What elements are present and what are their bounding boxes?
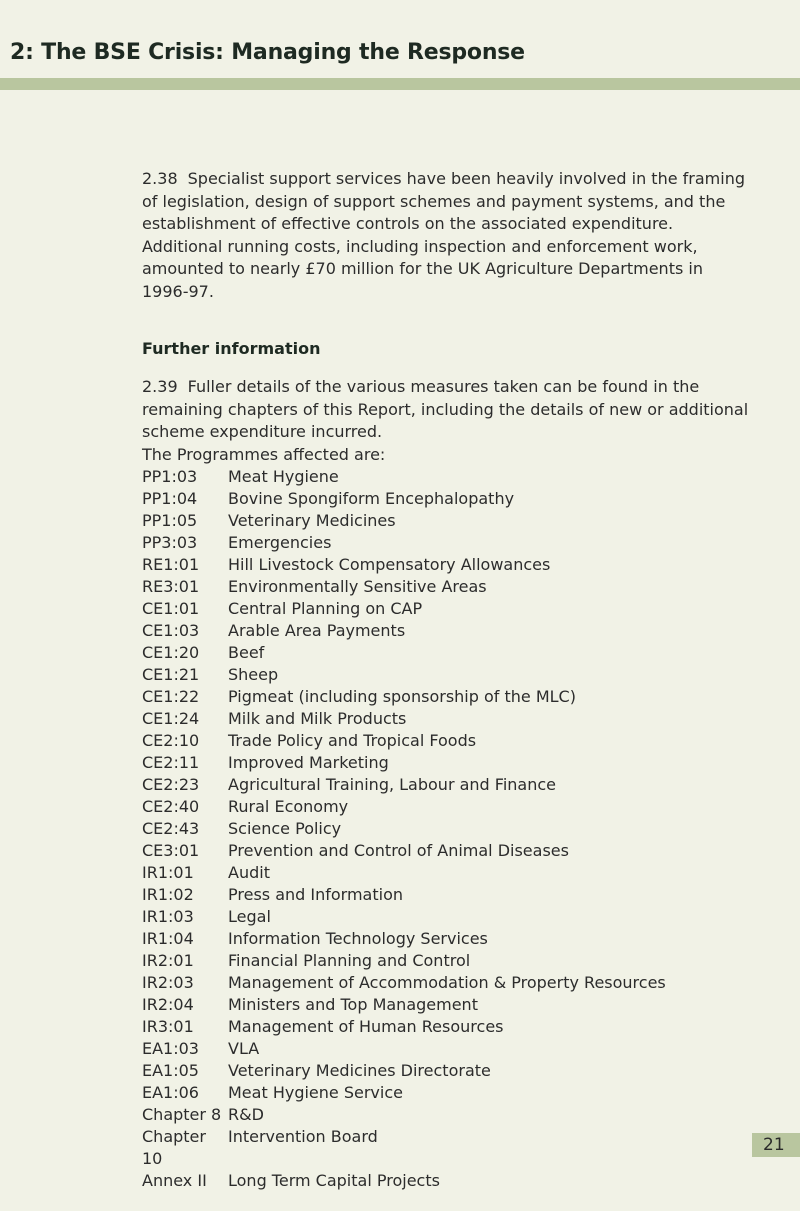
programme-name: Hill Livestock Compensatory Allowances [228,555,551,574]
programme-code: PP3:03 [142,533,198,552]
programme-code: CE1:22 [142,687,200,706]
header-rule [0,78,800,90]
programme-code: CE1:03 [142,621,200,640]
programme-row [142,466,752,488]
programme-name: Beef [228,643,265,662]
programme-row [142,488,752,510]
programme-name: Meat Hygiene Service [228,1083,403,1102]
programme-row [142,972,752,994]
programme-code: PP1:04 [142,489,198,508]
programme-row [142,730,752,752]
programme-name: Financial Planning and Control [228,951,471,970]
programme-row [142,840,752,862]
programme-name: Information Technology Services [228,929,488,948]
programme-code: CE1:20 [142,643,200,662]
programme-code: EA1:05 [142,1061,199,1080]
programme-name: Bovine Spongiform Encephalopathy [228,489,515,508]
programme-row [142,1016,752,1038]
programme-name: Agricultural Training, Labour and Finance [228,775,557,794]
programme-row [142,994,752,1016]
programme-row [142,774,752,796]
programme-code: Annex II [142,1171,207,1190]
programme-code: IR1:03 [142,907,194,926]
programme-name: Management of Accommodation & Property Resources [228,973,666,992]
programme-name: Rural Economy [228,797,349,816]
programme-code: CE1:21 [142,665,200,684]
programme-code: PP1:05 [142,511,198,530]
programme-row [142,664,752,686]
programme-code: EA1:03 [142,1039,199,1058]
programme-row [142,884,752,906]
programme-code: IR2:03 [142,973,194,992]
programme-code: IR2:01 [142,951,194,970]
programme-code: IR3:01 [142,1017,194,1036]
programme-name: Science Policy [228,819,342,838]
programme-name: Prevention and Control of Animal Diseases [228,841,569,860]
programme-row [142,686,752,708]
programme-code: CE2:23 [142,775,200,794]
programme-row [142,928,752,950]
programme-row [142,510,752,532]
programme-code: CE2:11 [142,753,200,772]
programme-name: Audit [228,863,270,882]
programme-name: Ministers and Top Management [228,995,478,1014]
programme-row [142,1126,752,1170]
programme-row [142,598,752,620]
paragraph-number: 2.39 [142,377,178,396]
programme-name: Sheep [228,665,279,684]
programme-name: Trade Policy and Tropical Foods [228,731,477,750]
programme-code: CE3:01 [142,841,200,860]
programme-row [142,1038,752,1060]
programme-row [142,818,752,840]
programme-row [142,620,752,642]
programme-name: Environmentally Sensitive Areas [228,577,487,596]
programme-name: Milk and Milk Products [228,709,407,728]
page-header-title: 2: The BSE Crisis: Managing the Response [10,40,525,65]
programme-name: Press and Information [228,885,403,904]
programme-row [142,1104,752,1126]
programme-code: CE2:40 [142,797,200,816]
programme-name: Veterinary Medicines Directorate [228,1061,491,1080]
programme-code: CE1:01 [142,599,200,618]
programme-name: Intervention Board [228,1127,378,1146]
paragraph-text: Specialist support services have been heavily involved in the framing of legislation, design of support schemes and payment systems, and the establishment of effective controls on the associated expenditure. Additional running costs, including inspection and enforcement work, amounted to nearly £70 million for the UK Agriculture Departments in 1996-97. [142,169,745,301]
programme-name: Central Planning on CAP [228,599,423,618]
programme-code: IR1:02 [142,885,194,904]
programme-name: Meat Hygiene [228,467,339,486]
programme-row [142,1170,752,1192]
programme-code: IR1:01 [142,863,194,882]
programme-row [142,906,752,928]
programme-code: RE3:01 [142,577,200,596]
programme-code: PP1:03 [142,467,198,486]
paragraph-2-39 [142,376,752,444]
programme-name: Management of Human Resources [228,1017,504,1036]
programme-row [142,532,752,554]
programme-row [142,1060,752,1082]
programme-list [142,466,752,1192]
programme-code: CE2:43 [142,819,200,838]
programme-code: EA1:06 [142,1083,199,1102]
programme-row [142,554,752,576]
programme-row [142,642,752,664]
programme-row [142,796,752,818]
programme-name: Long Term Capital Projects [228,1171,440,1190]
programme-name: VLA [228,1039,260,1058]
programme-code: Chapter 8 [142,1105,222,1124]
programme-name: Legal [228,907,271,926]
programme-code: CE1:24 [142,709,200,728]
programme-row [142,708,752,730]
programme-name: Arable Area Payments [228,621,406,640]
programme-name: Emergencies [228,533,332,552]
programme-code: IR1:04 [142,929,194,948]
programme-name: R&D [228,1105,264,1124]
page-content [142,168,752,1192]
programme-code: IR2:04 [142,995,194,1014]
programmes-lead: The Programmes affected are: [142,444,386,464]
programme-code: CE2:10 [142,731,200,750]
programme-row [142,576,752,598]
paragraph-number: 2.38 [142,169,178,188]
paragraph-text: Fuller details of the various measures taken can be found in the remaining chapters of this Report, including the details of new or additional scheme expenditure incurred. [142,377,749,441]
programme-row [142,950,752,972]
programme-code: RE1:01 [142,555,200,574]
section-heading-further-information: Further information [142,339,321,358]
programme-name: Improved Marketing [228,753,389,772]
programme-name: Pigmeat (including sponsorship of the MLC) [228,687,576,706]
paragraph-2-38 [142,168,752,303]
programme-row [142,862,752,884]
programme-row [142,1082,752,1104]
programme-row [142,752,752,774]
programme-code: Chapter 10 [142,1127,206,1168]
programme-name: Veterinary Medicines [228,511,396,530]
page-number: 21 [763,1135,785,1155]
